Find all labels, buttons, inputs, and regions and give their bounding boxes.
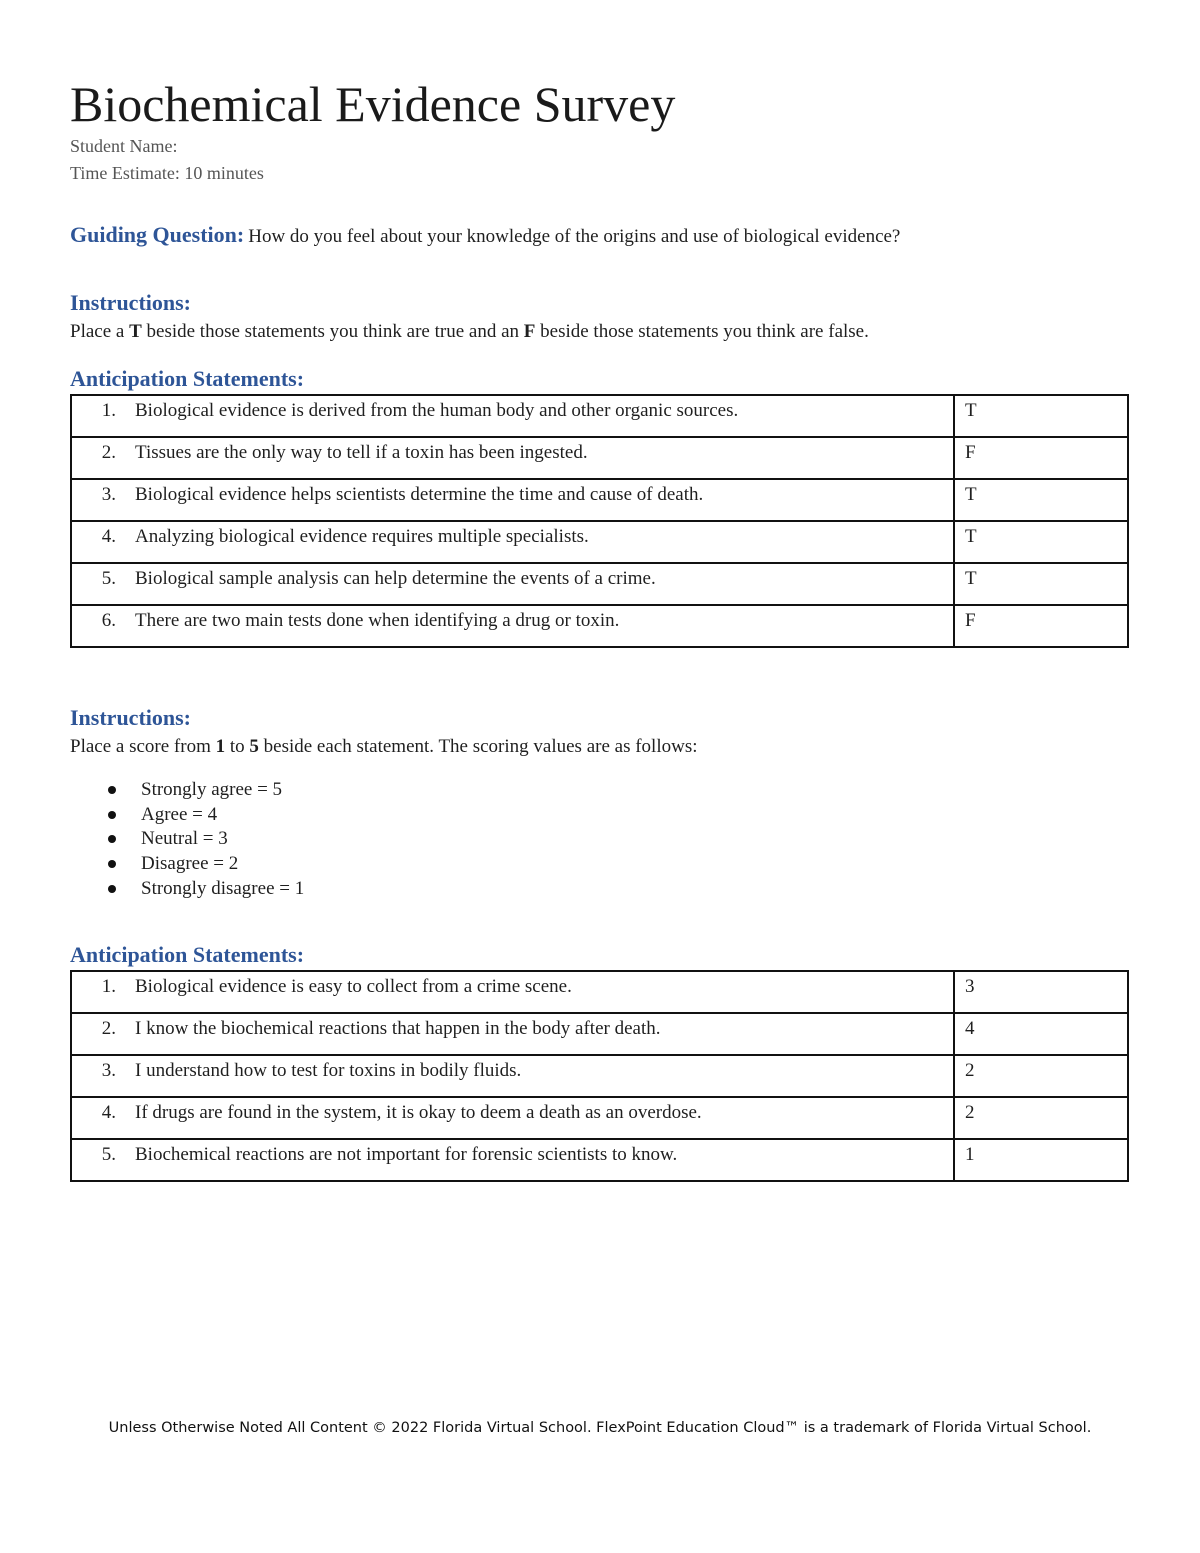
bullet-icon <box>108 885 116 893</box>
list-item: Strongly agree = 5 <box>70 778 304 803</box>
statement-cell <box>71 1055 954 1097</box>
statement-text: There are two main tests done when identifying a drug or toxin. <box>135 610 620 631</box>
page-title: Biochemical Evidence Survey <box>70 76 676 132</box>
statement-cell <box>71 971 954 1013</box>
statement-number: 6. <box>101 610 116 631</box>
time-estimate: Time Estimate: 10 minutes <box>70 163 264 183</box>
answer-cell[interactable]: 4 <box>954 1013 1128 1055</box>
statement-cell <box>71 1097 954 1139</box>
answer-cell[interactable]: 3 <box>954 971 1128 1013</box>
anticipation-heading-1: Anticipation Statements: <box>70 366 305 391</box>
statement-cell <box>71 1139 954 1181</box>
table-row <box>71 1097 1128 1139</box>
statement-number: 2. <box>101 442 116 463</box>
answer-cell[interactable]: 2 <box>954 1097 1128 1139</box>
statement-text: Analyzing biological evidence requires multiple specialists. <box>135 526 589 547</box>
bullet-icon <box>108 835 116 843</box>
statement-text: Biochemical reactions are not important for forensic scientists to know. <box>135 1144 678 1165</box>
table-row <box>71 1139 1128 1181</box>
instructions-heading-2: Instructions: <box>70 705 192 730</box>
answer-cell[interactable]: F <box>954 437 1128 479</box>
table-row <box>71 437 1128 479</box>
answer-cell[interactable]: F <box>954 605 1128 647</box>
instructions-heading-1: Instructions: <box>70 290 192 315</box>
statement-number: 4. <box>101 526 116 547</box>
statement-text: Biological evidence is derived from the human body and other organic sources. <box>135 400 739 421</box>
statement-cell <box>71 479 954 521</box>
instructions-text-2: Place a score from 1 to 5 beside each statement. The scoring values are as follows: <box>70 736 698 757</box>
statement-cell <box>71 521 954 563</box>
statement-cell <box>71 605 954 647</box>
copyright-footer: Unless Otherwise Noted All Content © 2022 Florida Virtual School. FlexPoint Education Cloud™ is a trademark of Florida Virtual School. <box>108 1420 1092 1436</box>
guiding-question-label: Guiding Question: <box>70 222 245 247</box>
statement-text: Biological sample analysis can help determine the events of a crime. <box>135 568 656 589</box>
statement-cell <box>71 395 954 437</box>
table-row <box>71 395 1128 437</box>
statement-number: 2. <box>101 1018 116 1039</box>
answer-cell[interactable]: T <box>954 395 1128 437</box>
statement-number: 3. <box>101 1060 116 1081</box>
table-row <box>71 521 1128 563</box>
list-item: Agree = 4 <box>70 803 304 828</box>
statement-number: 3. <box>101 484 116 505</box>
table-row <box>71 971 1128 1013</box>
statement-cell <box>71 437 954 479</box>
anticipation-heading-2: Anticipation Statements: <box>70 942 305 967</box>
statement-number: 5. <box>101 568 116 589</box>
statement-text: Biological evidence is easy to collect from a crime scene. <box>135 976 572 997</box>
answer-cell[interactable]: T <box>954 479 1128 521</box>
statement-number: 5. <box>101 1144 116 1165</box>
statement-text: I understand how to test for toxins in bodily fluids. <box>135 1060 522 1081</box>
table-row <box>71 605 1128 647</box>
table-row <box>71 1013 1128 1055</box>
answer-cell[interactable]: 1 <box>954 1139 1128 1181</box>
guiding-question <box>70 222 900 248</box>
bullet-icon <box>108 786 116 794</box>
list-item: Strongly disagree = 1 <box>70 876 304 901</box>
bullet-icon <box>108 811 116 819</box>
answer-cell[interactable]: T <box>954 563 1128 605</box>
statement-number: 1. <box>101 400 116 421</box>
table-row <box>71 479 1128 521</box>
guiding-question-text: How do you feel about your knowledge of the origins and use of biological evidence? <box>248 226 901 247</box>
statement-number: 1. <box>101 976 116 997</box>
table-row <box>71 563 1128 605</box>
answer-cell[interactable]: 2 <box>954 1055 1128 1097</box>
statement-text: If drugs are found in the system, it is okay to deem a death as an overdose. <box>135 1102 702 1123</box>
true-false-table <box>70 394 1129 648</box>
score-table <box>70 970 1129 1182</box>
list-item: Neutral = 3 <box>70 827 304 852</box>
statement-number: 4. <box>101 1102 116 1123</box>
scoring-scale-list <box>70 778 304 901</box>
statement-text: Tissues are the only way to tell if a toxin has been ingested. <box>135 442 588 463</box>
table-row <box>71 1055 1128 1097</box>
instructions-text-1: Place a T beside those statements you think are true and an F beside those statements you think are false. <box>70 321 869 342</box>
statement-text: Biological evidence helps scientists determine the time and cause of death. <box>135 484 704 505</box>
bullet-icon <box>108 860 116 868</box>
answer-cell[interactable]: T <box>954 521 1128 563</box>
statement-text: I know the biochemical reactions that happen in the body after death. <box>135 1018 661 1039</box>
student-name-label: Student Name: <box>70 136 178 156</box>
statement-cell <box>71 1013 954 1055</box>
list-item: Disagree = 2 <box>70 852 304 877</box>
statement-cell <box>71 563 954 605</box>
